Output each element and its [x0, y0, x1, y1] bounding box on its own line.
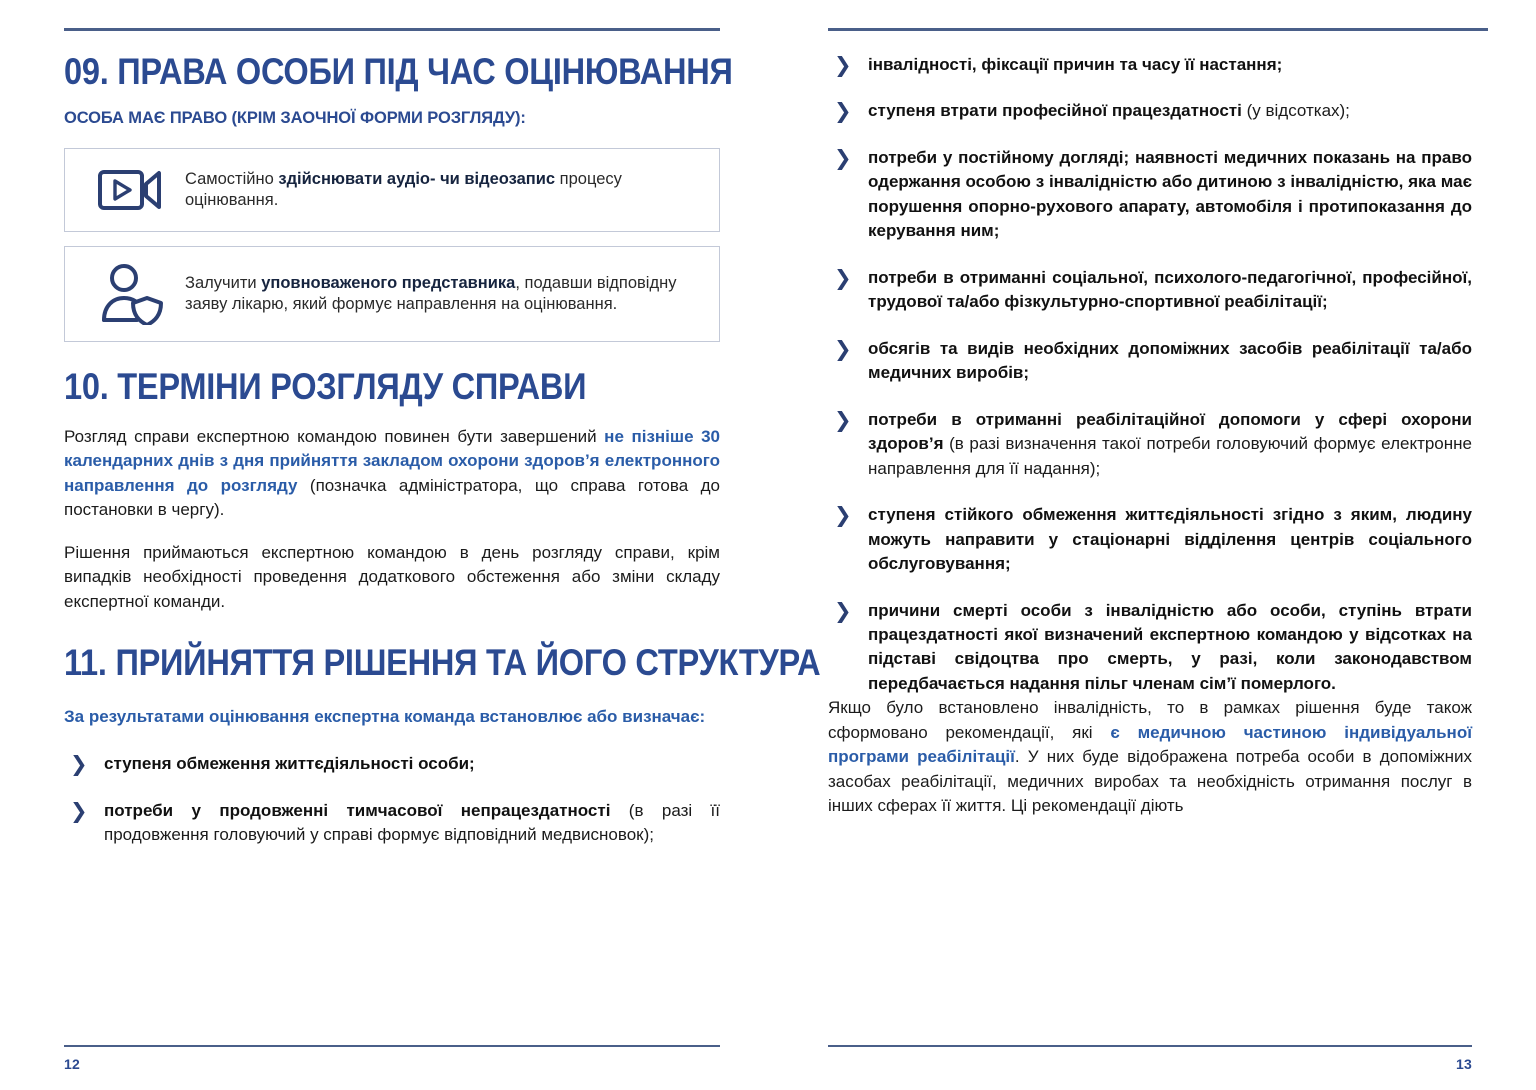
chevron-right-icon: ❯: [70, 753, 88, 777]
section-10-paragraph-2: Рішення приймаються експертною командою в день розгляду справи, крім випадків необхідності проведення додаткового обстеження або зміни складу експертної команди.: [64, 542, 720, 611]
page-number: 13: [1456, 1056, 1472, 1072]
bullet-rest-text: (в разі її продовження головуючий у справі формує відповідний медвисновок);: [104, 800, 720, 845]
page-number: 12: [64, 1056, 80, 1072]
bullet-bold-text: інвалідності, фіксації причин та часу її настання;: [868, 55, 1283, 74]
list-item: [828, 53, 1472, 77]
list-item: [828, 99, 1472, 123]
left-page-footer: [0, 1045, 768, 1072]
list-item: [828, 266, 1472, 315]
list-item: [828, 337, 1472, 386]
bullet-bold-text: обсягів та видів необхідних допоміжних засобів реабілітації та/або медичних виробів;: [868, 338, 1472, 383]
chevron-right-icon: ❯: [834, 146, 852, 170]
bullet-bold-text: потреби в отриманні соціальної, психолого-педагогічної, професійної, трудової та/або фізкультурно-спортивної реабілітації;: [868, 267, 1472, 312]
right-box-audio-video-text: [185, 169, 697, 213]
bullet-rest-text: (в разі визначення такої потреби головуючий формує електронне направлення для її надання);: [868, 434, 1472, 478]
box1-text-bold: здійснювати аудіо- чи відеозапис: [278, 169, 556, 188]
list-item: [64, 799, 720, 848]
tail-after: . У них буде відображена потреба особи в допоміжних засобах реабілітації, медичних виробах та необхідність отримання послуг в інших сферах її життя. Ці рекомендації діють: [828, 747, 1472, 816]
chevron-right-icon: ❯: [834, 266, 852, 290]
chevron-right-icon: ❯: [70, 799, 88, 823]
person-shield-icon: [93, 263, 167, 325]
section-11-bullet-list: [64, 752, 720, 847]
bullet-bold-text: потреби у постійному догляді; наявності медичних показань на право одержання особою з інвалідністю або дитиною з інвалідністю, яка має порушення опорно-рухового апарату, автомобіля і протипоказання до керування ним;: [868, 147, 1472, 241]
section-11-title: 11. ПРИЙНЯТТЯ РІШЕННЯ ТА ЙОГО СТРУКТУРА: [64, 642, 821, 684]
list-item: [828, 599, 1472, 697]
section-10-paragraph-1: [64, 425, 720, 523]
header-rule: [828, 28, 1488, 31]
video-camera-icon: [93, 167, 167, 213]
chevron-right-icon: ❯: [834, 100, 852, 124]
bullet-bold-text: ступеня стійкого обмеження життєдіяльності згідно з яким, людину можуть направити у стаціонарні відділення центрів соціального обслуговування;: [868, 505, 1472, 574]
bullet-bold-text: потреби у продовженні тимчасової непрацездатності: [104, 800, 611, 820]
list-item: [828, 408, 1472, 481]
tail-highlight: є медичною частиною індивідуальної програми реабілітації: [828, 722, 1472, 767]
s10-p1-after: (позначка адміністратора, що справа готова до постановки в чергу).: [64, 475, 720, 520]
section-09-subhead: ОСОБА МАЄ ПРАВО (КРІМ ЗАОЧНОЇ ФОРМИ РОЗГЛЯДУ):: [64, 109, 526, 128]
tail-before: Якщо було встановлено інвалідність, то в рамках рішення буде також сформовано рекомендації, які: [828, 698, 1472, 742]
bullet-bold-text: ступеня втрати професійної працездатності: [868, 101, 1242, 121]
chevron-right-icon: ❯: [834, 337, 852, 361]
header-rule: [64, 28, 720, 31]
section-10-title: 10. ТЕРМІНИ РОЗГЛЯДУ СПРАВИ: [64, 366, 587, 408]
bullet-bold-text: потреби в отриманні реабілітаційної допомоги у сфері охорони здоров’я: [868, 409, 1472, 454]
section-11-lead: За результатами оцінювання експертна команда встановлює або визначає:: [64, 706, 706, 726]
box2-text-before: Залучити: [185, 273, 262, 292]
bullet-rest-text: (у відсотках);: [1241, 101, 1350, 121]
box2-text-bold: уповноваженого представника: [261, 273, 516, 292]
right-box-authorized-representative-text: [185, 273, 697, 317]
chevron-right-icon: ❯: [834, 54, 852, 77]
box1-text-before: Самостійно: [185, 169, 279, 188]
right-page-bullet-list: [828, 53, 1472, 696]
right-page-footer: [768, 1045, 1536, 1072]
list-item: [828, 503, 1472, 576]
footer-rule: [828, 1045, 1472, 1047]
bullet-bold-text: ступеня обмеження життєдіяльності особи;: [104, 754, 475, 774]
right-box-audio-video-recording: [64, 148, 720, 232]
box1-text-after: процесу оцінювання.: [185, 169, 622, 210]
footer-rule: [64, 1045, 720, 1047]
s10-p1-before: Розгляд справи експертною командою повинен бути завершений: [64, 426, 605, 446]
bullet-bold-text: причини смерті особи з інвалідністю або особи, ступінь втрати працездатності якої визначений експертною командою у відсотках на підставі свідоцтва про смерть, у разі, коли законодавством передбачається надання пільг членам сім’ї померлого.: [868, 600, 1472, 693]
section-09-title: 09. ПРАВА ОСОБИ ПІД ЧАС ОЦІНЮВАННЯ: [64, 51, 733, 92]
right-page: [768, 0, 1536, 1090]
chevron-right-icon: ❯: [834, 408, 852, 432]
list-item: [828, 146, 1472, 244]
list-item: [64, 752, 720, 776]
chevron-right-icon: ❯: [834, 504, 852, 528]
right-box-authorized-representative: [64, 246, 720, 342]
s10-p1-highlight: не пізніше 30 календарних днів з дня прийняття закладом охорони здоров’я електронного направлення до розгляду: [64, 426, 721, 495]
box2-text-after: , подавши відповідну заяву лікарю, який формує направлення на оцінювання.: [185, 273, 677, 314]
right-page-tail-paragraph: [828, 696, 1472, 818]
chevron-right-icon: ❯: [834, 599, 852, 623]
